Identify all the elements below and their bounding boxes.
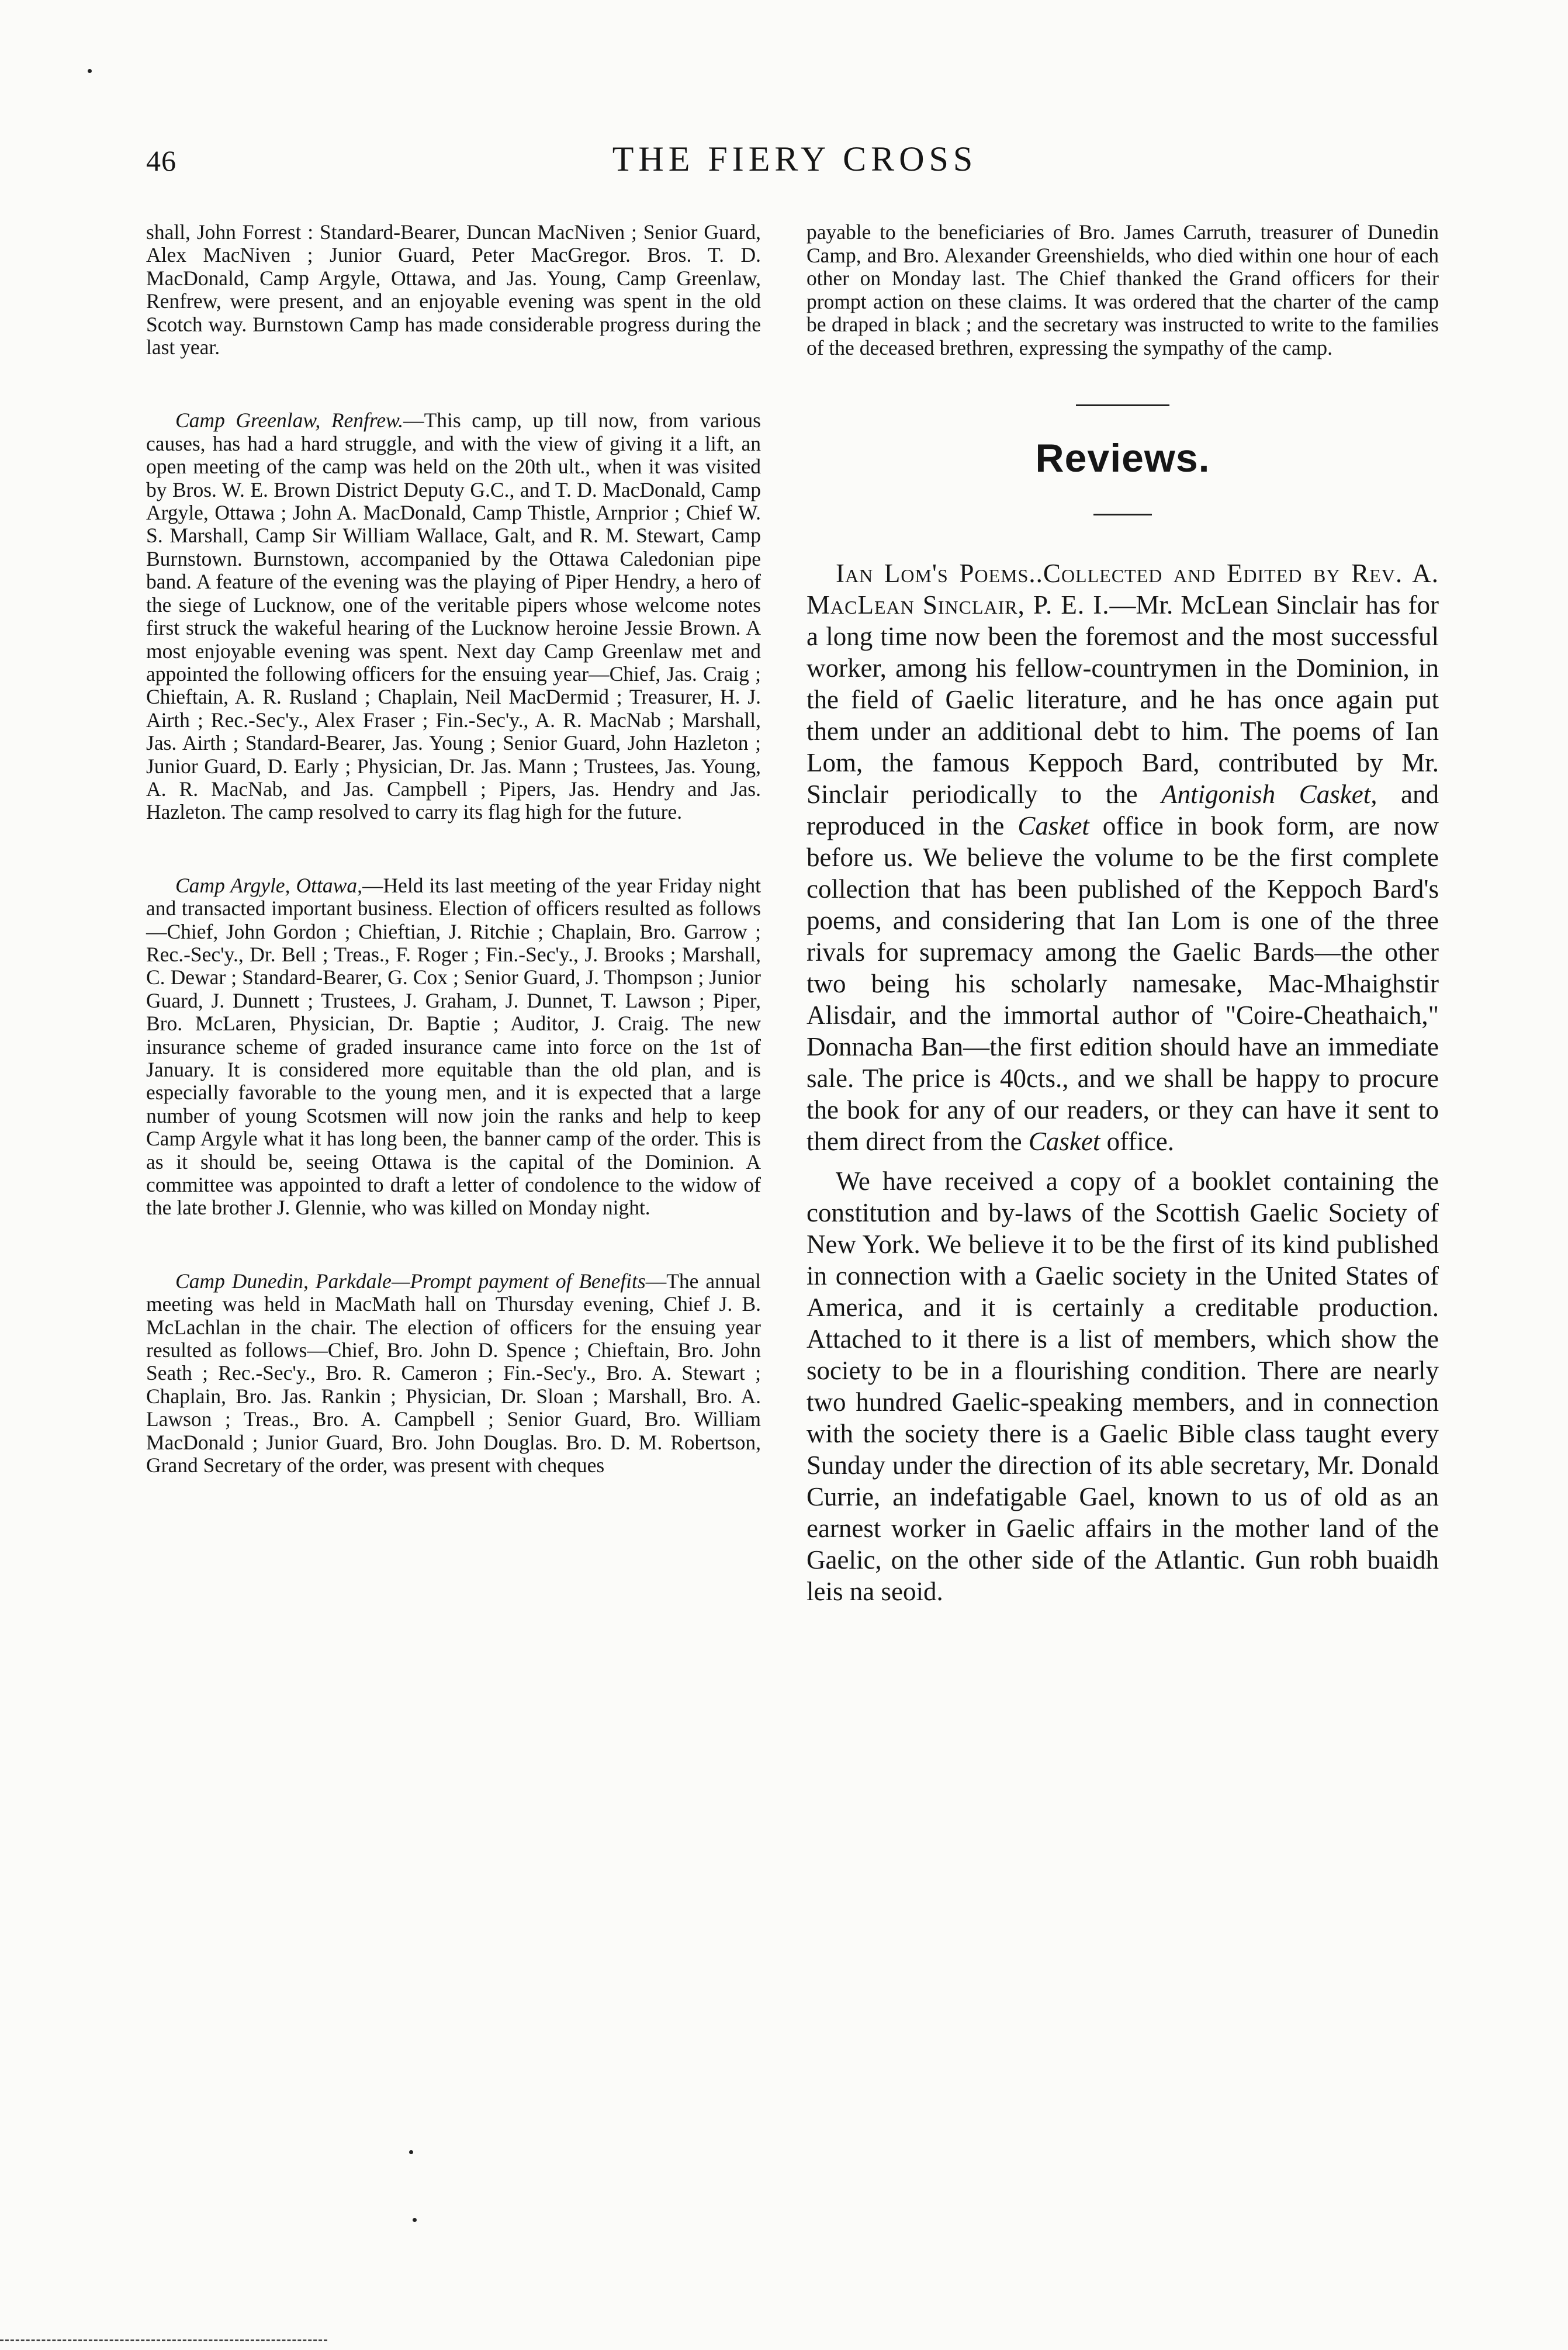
ink-speck bbox=[413, 2218, 417, 2222]
review-ian-lom-title: Ian Lom's Poems..Collected and Edited by Rev. A. MacLean Sinclair, P. E. I. bbox=[807, 558, 1439, 619]
page-number: 46 bbox=[146, 144, 176, 177]
section-divider bbox=[1076, 404, 1169, 406]
scan-edge-line bbox=[0, 2339, 327, 2341]
camp-dunedin-heading: Camp Dunedin, Parkdale—Prompt payment of Benefits bbox=[175, 1269, 646, 1293]
review-ian-lom-text-a: —Mr. McLean Sinclair has for a long time now been the foremost and the most successful worker, among his fellow-countrymen in the Dominion, in the field of Gaelic literature, and he has once again put them under an additional debt to him. The poems of Ian Lom, the famous Keppoch Bard, contributed by Mr. Sinclair periodically to the bbox=[807, 590, 1439, 809]
heading-rule bbox=[1093, 514, 1152, 515]
review-ian-lom-text-b: and reproduced in the bbox=[807, 779, 1439, 840]
camp-greenlaw-text: —This camp, up till now, from various causes, has had a hard struggle, and with the view of giving it a lift, an open meeting of the camp was held on the 20th ult., when it was visited by Bros. W. E. Brown District Deputy G.C., and T. D. MacDonald, Camp Argyle, Ottawa ; John A. MacDonald, Camp Thistle, Arnprior ; Chief W. S. Marshall, Camp Sir William Wallace, Galt, and R. M. Stewart, Camp Burnstown. Burnstown, accompanied by the Ottawa Caledonian pipe band. A feature of the evening was the playing of Piper Hendry, a hero of the siege of Lucknow, one of the veritable pipers whose welcome notes first struck the wakeful hearing of the Lucknow heroine Jessie Brown. A most enjoyable evening was spent. Next day Camp Greenlaw met and appointed the following officers for the ensuing year—Chief, Jas. Craig ; Chieftain, A. R. Rusland ; Chaplain, Neil MacDermid ; Treasurer, H. J. Airth ; Rec.-Sec'y., Alex Fraser ; Fin.-Sec'y., A. R. MacNab ; Marshall, Jas. Airth ; Standard-Bearer, Jas. Young ; Senior Guard, John Hazleton ; Junior Guard, D. Early ; Physician, Dr. Jas. Mann ; Trustees, Jas. Young, A. R. MacNab, and Jas. Campbell ; Pipers, Jas. Hendry and Jas. Hazleton. The camp resolved to carry its flag high for the future. bbox=[146, 409, 761, 824]
camp-argyle-heading: Camp Argyle, Ottawa, bbox=[175, 873, 362, 897]
page-header bbox=[146, 139, 1444, 192]
reviews-heading: Reviews. bbox=[1035, 435, 1210, 480]
right-column bbox=[807, 221, 1439, 1607]
review-ian-lom-text-d: office. bbox=[1100, 1126, 1174, 1156]
camp-greenlaw-report bbox=[146, 409, 761, 823]
burnstown-continuation: shall, John Forrest : Standard-Bearer, Duncan MacNiven ; Senior Guard, Alex MacNiven ; Junior Guard, Peter MacGregor. Bros. T. D. MacDonald, Camp Argyle, Ottawa, and Jas. Young, Camp Greenlaw, Renfrew, were present, and an enjoyable evening was spent in the old Scotch way. Burnstown Camp has made considerable progress during the last year. bbox=[146, 220, 761, 359]
left-column bbox=[146, 221, 761, 1477]
antigonish-casket-title: Antigonish Casket, bbox=[1161, 779, 1377, 809]
ink-speck bbox=[409, 2150, 413, 2154]
casket-title-2: Casket bbox=[1028, 1126, 1100, 1156]
review-ian-lom-text-c: office in book form, are now before us. We believe the volume to be the first complete collection that has been published of the Keppoch Bard's poems, and considering that Ian Lom is one of the three rivals for supremacy among the Gaelic Bards—the other two being his scholarly namesake, Mac-Mhaighstir Alisdair, and the immortal author of "Coire-Cheathaich," Donnacha Ban—the first edition should have an immediate sale. The price is 40cts., and we shall be happy to procure the book for any of our readers, or they can have it sent to them direct from the bbox=[807, 811, 1439, 1156]
camp-dunedin-text: —The annual meeting was held in MacMath hall on Thursday evening, Chief J. B. McLachlan in the chair. The election of officers for the ensuing year resulted as follows—Chief, Bro. John D. Spence ; Chieftain, Bro. John Seath ; Rec.-Sec'y., Bro. R. Cameron ; Fin.-Sec'y., Bro. A. Stewart ; Chaplain, Bro. Jas. Rankin ; Physician, Dr. Sloan ; Marshall, Bro. A. Lawson ; Treas., Bro. A. Campbell ; Senior Guard, Bro. William MacDonald ; Junior Guard, Bro. John Douglas. Bro. D. M. Robertson, Grand Secretary of the order, was present with cheques bbox=[146, 1269, 761, 1477]
casket-title: Casket bbox=[1017, 811, 1089, 840]
ink-speck bbox=[88, 69, 92, 73]
camp-dunedin-report bbox=[146, 1270, 761, 1477]
review-gaelic-society: We have received a copy of a booklet containing the constitution and by-laws of the Scottish Gaelic Society of New York. We believe it to be the first of its kind published in connection with a Gaelic society in the United States of America, and it is certainly a creditable production. Attached to it there is a list of members, which show the society to be in a flourishing condition. There are nearly two hundred Gaelic-speaking members, and in connection with the society there is a Gaelic Bible class taught every Sunday under the direction of its able secretary, Mr. Donald Currie, an indefatigable Gael, known to us of old as an earnest worker in Gaelic affairs in the mother land of the Gaelic, on the other side of the Atlantic. Gun robh buaidh leis na seoid. bbox=[807, 1166, 1439, 1606]
camp-greenlaw-heading: Camp Greenlaw, Renfrew. bbox=[175, 409, 404, 432]
camp-argyle-text: —Held its last meeting of the year Friday night and transacted important business. Election of officers resulted as follows—Chief, John Gordon ; Chieftian, J. Ritchie ; Chaplain, Bro. Garrow ; Rec.-Sec'y., Dr. Bell ; Treas., F. Roger ; Fin.-Sec'y., J. Brooks ; Marshall, C. Dewar ; Standard-Bearer, G. Cox ; Senior Guard, J. Thompson ; Junior Guard, J. Dunnett ; Trustees, J. Graham, J. Dunnet, T. Lawson ; Piper, Bro. McLaren, Physician, Dr. Baptie ; Auditor, J. Craig. The new insurance scheme of graded insurance came into force on the 1st of January. It is considered more equitable than the old plan, and is especially favorable to the young men, and it is expected that a large number of young Scotsmen will now join the ranks and help to keep Camp Argyle what it has long been, the banner camp of the order. This is as it should be, seeing Ottawa is the capital of the Dominion. A committee was appointed to draft a letter of condolence to the widow of the late brother J. Glennie, who was killed on Monday night. bbox=[146, 873, 761, 1220]
review-ian-lom bbox=[807, 558, 1439, 1157]
camp-dunedin-continuation: payable to the beneficiaries of Bro. James Carruth, treasurer of Dunedin Camp, and Bro. Alexander Greenshields, who died within one hour of each other on Monday last. The Chief thanked the Grand officers for their prompt action on these claims. It was ordered that the charter of the camp be draped in black ; and the secretary was instructed to write to the families of the deceased brethren, expressing the sympathy of the camp. bbox=[807, 220, 1439, 359]
camp-argyle-report bbox=[146, 874, 761, 1220]
running-title: THE FIERY CROSS bbox=[612, 140, 978, 178]
